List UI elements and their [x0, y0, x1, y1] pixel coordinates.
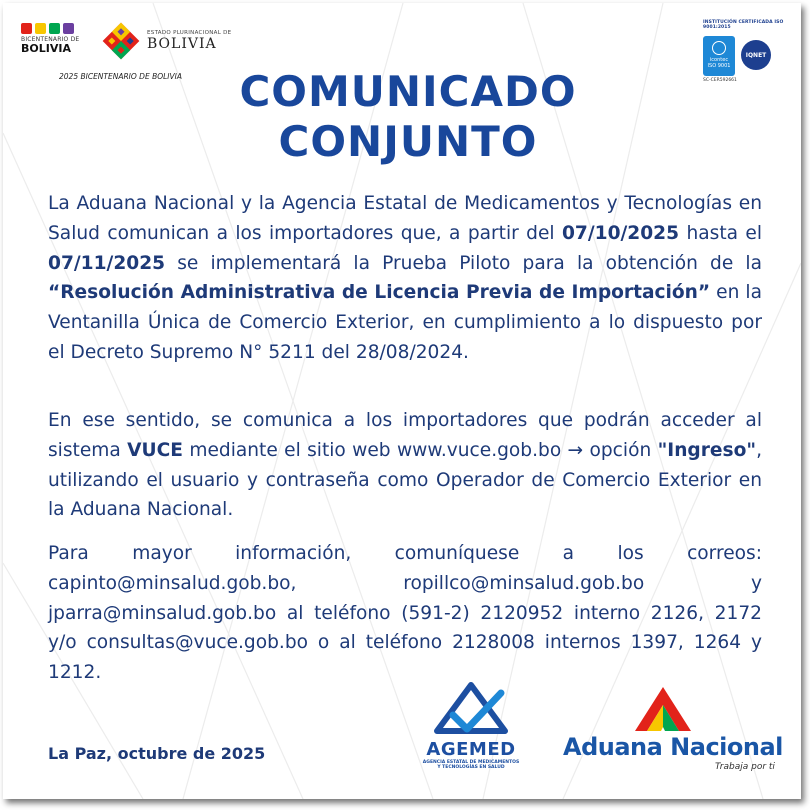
iso-label: ISO 9001 — [707, 63, 731, 69]
certification-title: INSTITUCIÓN CERTIFICADA ISO 9001:2015 — [703, 20, 784, 30]
aduana-emblem-icon — [563, 685, 783, 733]
estado-plurinacional-logo — [99, 19, 231, 63]
estado-small-text: ESTADO PLURINACIONAL DE — [147, 30, 232, 36]
bolivia-emblem-icon — [99, 19, 143, 63]
date-to: 07/11/2025 — [48, 252, 166, 274]
ingreso-option: "Ingreso" — [657, 439, 757, 461]
resolution-name: “Resolución Administrativa de Licencia Previa de Importación” — [48, 282, 711, 304]
p2-text-3: , utilizando el usuario y contraseña como Operador de Comercio Exterior en la Aduana Nacional. — [48, 439, 762, 521]
agemed-subtitle-2: Y TECNOLOGÍAS EN SALUD — [437, 765, 505, 770]
aduana-tagline: Trabaja por ti — [715, 762, 775, 772]
p1-text-3: se implementará la Prueba Piloto para la obtención de la — [165, 252, 762, 274]
p2-text-2: mediante el sitio web www.vuce.gob.bo → opción — [182, 439, 658, 461]
iqnet-label: IQNET — [745, 51, 767, 59]
bicentenario-logo — [21, 23, 83, 54]
certification-code: SC-CER592661 — [703, 78, 737, 83]
bicentenario-logo-big: BOLIVIA — [21, 42, 71, 55]
paragraph-2 — [48, 406, 762, 525]
title-line-1: COMUNICADO — [239, 67, 577, 116]
p2-text-1: En ese sentido, se comunica a los importadores que podrán acceder al sistema — [48, 410, 762, 461]
title-line-2: CONJUNTO — [278, 117, 538, 166]
p1-text-4: en la Ventanilla Única de Comercio Exterior, en cumplimiento a lo dispuesto por el Decreto Supremo N° 5211 del 28/08/2024. — [48, 282, 762, 363]
p1-text-1: La Aduana Nacional y la Agencia Estatal de Medicamentos y Tecnologías en Salud comunican a los importadores que, a partir del — [48, 193, 762, 244]
place-date: La Paz, octubre de 2025 — [48, 744, 266, 763]
paragraph-3: Para mayor información, comuníquese a los correos: capinto@minsalud.gob.bo, ropillco@minsalud.gob.bo y jparra@minsalud.gob.bo al teléfono (591-2) 2120952 interno 2126, 2172 y/o consultas@vuce.gob.bo o al teléfono 2128008 internos 1397, 1264 y 1212. — [48, 543, 762, 684]
iqnet-badge — [741, 40, 771, 70]
announcement-card — [3, 3, 801, 799]
agemed-subtitle-1: AGENCIA ESTATAL DE MEDICAMENTOS — [422, 760, 520, 765]
estado-big-text: BOLIVIA — [147, 36, 217, 52]
agemed-name: AGEMED — [426, 739, 516, 760]
vuce-label: VUCE — [127, 439, 183, 461]
agemed-emblem-icon — [421, 679, 521, 737]
aduana-nacional-logo — [563, 685, 783, 772]
icontec-label: icontec — [709, 57, 729, 63]
aduana-name: Aduana Nacional — [563, 733, 783, 761]
agemed-logo — [421, 679, 521, 770]
date-from: 07/10/2025 — [561, 222, 680, 244]
bicentenario-logo-small: BICENTENARIO DE — [21, 36, 80, 43]
bicentenario-caption: 2025 BICENTENARIO DE BOLIVIA — [59, 72, 182, 81]
icontec-icon — [712, 41, 726, 55]
paragraph-1 — [48, 189, 762, 368]
p1-text-2: hasta el — [679, 222, 763, 244]
